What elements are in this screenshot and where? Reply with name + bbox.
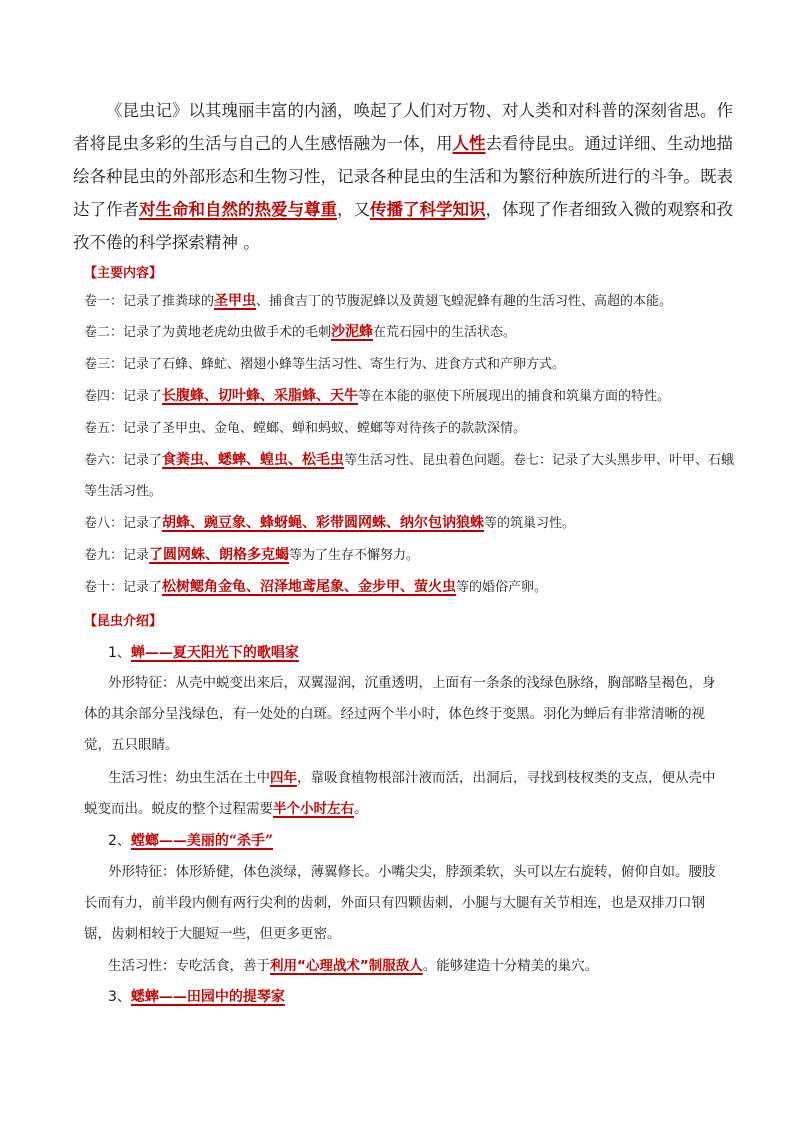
volume-4: 卷四：记录了长腹蜂、切叶蜂、采脂蜂、天牛等在本能的驱使下所展现出的捕食和筑巢方面的特性。 xyxy=(84,388,671,404)
keyword-love-nature: 对生命和自然的热爱与尊重 xyxy=(139,200,337,219)
insect-heading-cricket: 3、蟋蟀——田园中的提琴家 xyxy=(108,989,285,1005)
keyword-humanity: 人性 xyxy=(452,134,486,153)
cicada-habits: 生活习性：幼虫生活在土中四年，靠吸食植物根部汁液而活，出洞后，寻找到枝杈类的支点，便从壳中蜕变而出。蜕皮的整个过程需要半个小时左右。 xyxy=(84,770,716,817)
section-label-insects: 【昆虫介绍】 xyxy=(84,614,163,629)
mantis-appearance: 外形特征：体形矫健，体色淡绿，薄翼修长。小嘴尖尖，脖颈柔软，头可以左右旋转，俯仰自如。腰肢长而有力，前半段内侧有两行尖利的齿刺，外面只有四颗齿刺，小腿与大腿有关节相连，也是双排刀口钢锯，齿刺相较于大腿短一些，但更多更密。 xyxy=(84,864,716,942)
insect-heading-cicada: 1、蝉——夏天阳光下的歌唱家 xyxy=(108,645,299,661)
keyword-science: 传播了科学知识 xyxy=(370,200,486,219)
volume-6-7: 卷六：记录了食粪虫、蟋蟀、蝗虫、松毛虫等生活习性、昆虫着色问题。卷七：记录了大头黑步甲、叶甲、石蛾等生活习性。 xyxy=(84,452,735,499)
cicada-appearance: 外形特征：从壳中蜕变出来后，双翼湿润，沉重透明，上面有一条条的浅绿色脉络，胸部略呈褐色，身体的其余部分呈浅绿色，有一处处的白斑。经过两个半小时，体色终于变黑。羽化为蝉后有非常清晰的视觉，五只眼睛。 xyxy=(84,675,716,753)
mantis-habits: 生活习性：专吃活食，善于利用“心理战术”制服敌人。能够建造十分精美的巢穴。 xyxy=(108,958,599,974)
volume-3: 卷三：记录了石蜂、蜂虻、褶翅小蜂等生活习性、寄生行为、进食方式和产卵方式。 xyxy=(84,357,566,372)
volume-5: 卷五：记录了圣甲虫、金龟、螳螂、蝉和蚂蚁、螳螂等对待孩子的款款深情。 xyxy=(84,421,527,436)
volume-8: 卷八：记录了胡蜂、豌豆象、蜂蚜蝇、彩带圆网蛛、纳尔包讷狼蛛等的筑巢习性。 xyxy=(84,515,576,531)
volume-1: 卷一：记录了推粪球的圣甲虫、捕食吉丁的节腹泥蜂以及黄翅飞蝗泥蜂有趣的生活习性、高超的本能。 xyxy=(84,293,673,309)
volume-2: 卷二：记录了为黄地老虎幼虫做手术的毛刺沙泥蜂在荒石园中的生活状态。 xyxy=(84,324,517,340)
volume-10: 卷十：记录了松树鳃角金龟、沼泽地鸢尾象、金步甲、萤火虫等的婚俗产卵。 xyxy=(84,579,548,595)
section-label-main-content: 【主要内容】 xyxy=(84,266,163,281)
volume-9: 卷九：记录了圆网蛛、朗格多克蝎等为了生存不懈努力。 xyxy=(84,547,420,563)
intro-paragraph: 《昆虫记》以其瑰丽丰富的内涵，唤起了人们对万物、对人类和对科普的深刻省思。作者将昆虫多彩的生活与自己的人生感悟融为一体，用人性去看待昆虫。通过详细、生动地描绘各种昆虫的外部形态和生物习性，记录各种昆虫的生活和为繁衍种族所进行的斗争。既表达了作者对生命和自然的热爱与尊重，又传播了科学知识，体现了作者细致入微的观察和孜孜不倦的科学探索精神 。 xyxy=(73,101,733,252)
insect-heading-mantis: 2、螳螂——美丽的“杀手” xyxy=(108,833,274,849)
